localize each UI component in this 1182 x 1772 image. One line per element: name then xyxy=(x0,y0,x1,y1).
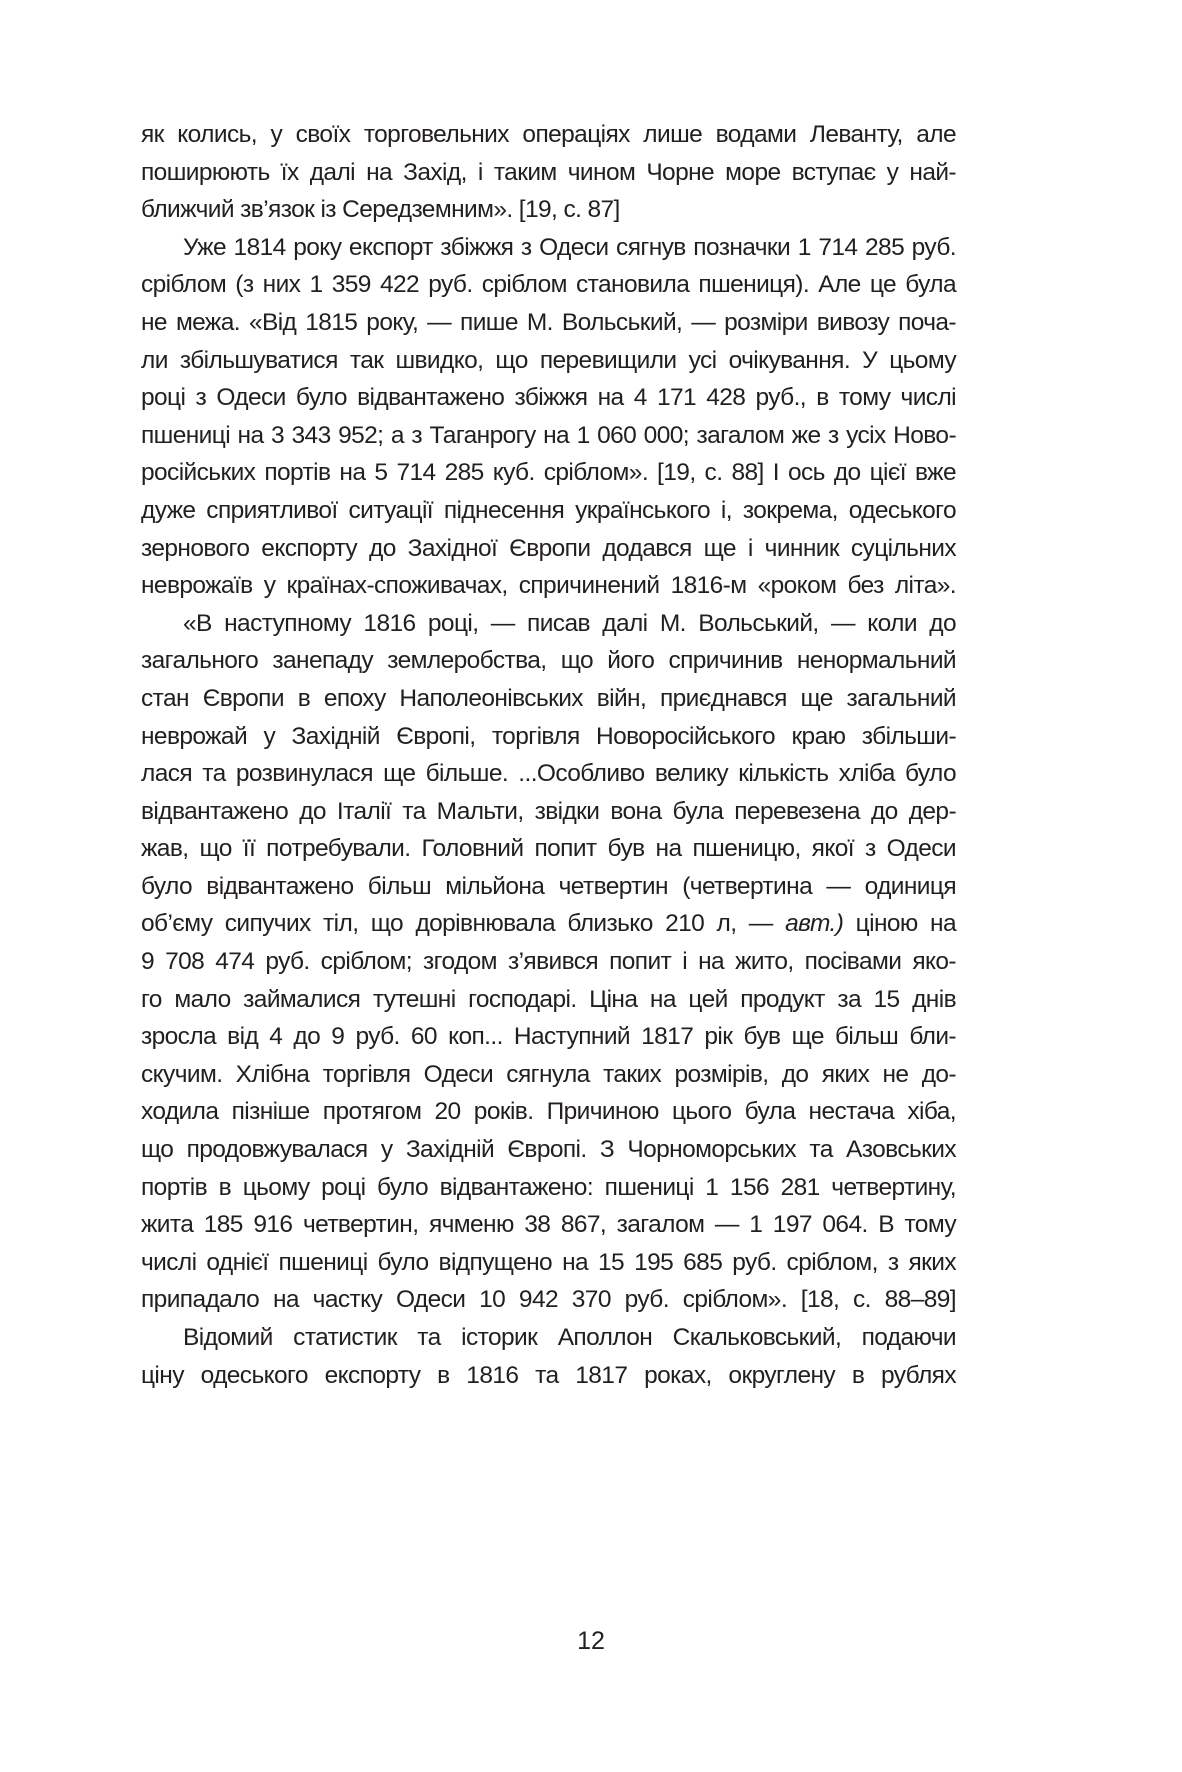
text-line: лася та розвинулася ще більше. ...Особливо велику кількість хліба було xyxy=(141,760,956,788)
paragraph xyxy=(141,116,956,229)
text-line: Відомий статистик та історик Аполлон Скальковський, подаючи xyxy=(183,1324,956,1351)
text-line: ли збільшуватися так швидко, що перевищили усі очікування. У цьому xyxy=(141,346,956,374)
text-line: відвантажено до Італії та Мальти, звідки вона була перевезена до дер- xyxy=(141,797,956,825)
text-line-with-italic xyxy=(141,905,956,943)
text-line: припадало на частку Одеси 10 942 370 руб. сріблом». [18, с. 88–89] xyxy=(141,1286,956,1314)
paragraph xyxy=(141,1319,956,1394)
text-line: 9 708 474 руб. сріблом; згодом з’явився попит і на жито, посівами яко- xyxy=(141,948,956,976)
paragraph xyxy=(141,605,956,1319)
text-line: жита 185 916 четвертин, ячменю 38 867, загалом — 1 197 064. В тому xyxy=(141,1211,956,1239)
text-line: році з Одеси було відвантажено збіжжя на 4 171 428 руб., в тому числі xyxy=(141,384,956,412)
text-line: не межа. «Від 1815 року, — пише М. Вольський, — розміри вивозу почa- xyxy=(141,308,956,336)
text-fragment: об’єму сипучих тіл, що дорівнювала близько 210 л, — xyxy=(141,910,786,938)
text-line: ближчий зв’язок із Середземним». [19, с. 87] xyxy=(141,196,620,224)
text-line: сріблом (з них 1 359 422 руб. сріблом становила пшениця). Але це була xyxy=(141,271,956,299)
text-line: Уже 1814 року експорт збіжжя з Одеси сягнув позначки 1 714 285 руб. xyxy=(183,233,956,261)
text-line: го мало займалися тутешні господарі. Ціна на цей продукт за 15 днів xyxy=(141,985,956,1013)
page-number: 12 xyxy=(577,1627,605,1655)
text-line: загального занепаду землеробства, що його спричинив ненормальний xyxy=(141,647,956,675)
text-line: зернового експорту до Західної Європи додався ще і чинник суцільних xyxy=(141,534,956,562)
text-line: дуже сприятливої ситуації піднесення українського і, зокрема, одеського xyxy=(141,496,956,524)
paragraph xyxy=(141,229,956,605)
text-line: як колись, у своїх торговельних операціях лише водами Леванту, але xyxy=(141,121,956,148)
text-line: «В наступному 1816 році, — писав далі М. Вольський, — коли до xyxy=(183,609,956,637)
text-line: портів в цьому році було відвантажено: пшениці 1 156 281 четвертину, xyxy=(141,1173,956,1201)
text-line: зросла від 4 до 9 руб. 60 коп... Наступний 1817 рік був ще більш бли- xyxy=(141,1023,956,1051)
text-line: пшениці на 3 343 952; а з Таганрогу на 1 060 000; загалом же з усіх Ново- xyxy=(141,421,956,449)
text-line: поширюють їх далі на Захід, і таким чином Чорне море вступає у най- xyxy=(141,158,956,186)
text-line: скучим. Хлібна торгівля Одеси сягнула таких розмірів, до яких не до- xyxy=(141,1060,956,1088)
text-line: числі однієї пшениці було відпущено на 15 195 685 руб. сріблом, з яких xyxy=(141,1248,956,1276)
text-line: неврожай у Західній Європі, торгівля Новоросійського краю збільши- xyxy=(141,722,956,750)
text-line: жав, що її потребували. Головний попит був на пшеницю, якої з Одеси xyxy=(141,835,956,863)
text-line: стан Європи в епоху Наполеонівських війн, приєднався ще загальний xyxy=(141,684,956,712)
document-page xyxy=(141,116,956,1394)
italic-author-note: авт.) xyxy=(785,910,844,938)
text-line: що продовжувалася у Західній Європі. З Чорноморських та Азовських xyxy=(141,1136,956,1164)
text-line: неврожаїв у країнах-споживачах, спричинений 1816-м «роком без літа». xyxy=(141,572,956,600)
text-line: було відвантажено більш мільйона четвертин (четвертина — одиниця xyxy=(141,872,956,900)
text-line: ціну одеського експорту в 1816 та 1817 роках, округлену в рублях xyxy=(141,1361,956,1389)
text-line: російських портів на 5 714 285 куб. сріблом». [19, с. 88] І ось до цієї вже xyxy=(141,459,956,487)
text-fragment: ціною на xyxy=(843,910,956,938)
text-line: ходила пізніше протягом 20 років. Причиною цього була нестача хіба, xyxy=(141,1098,956,1126)
